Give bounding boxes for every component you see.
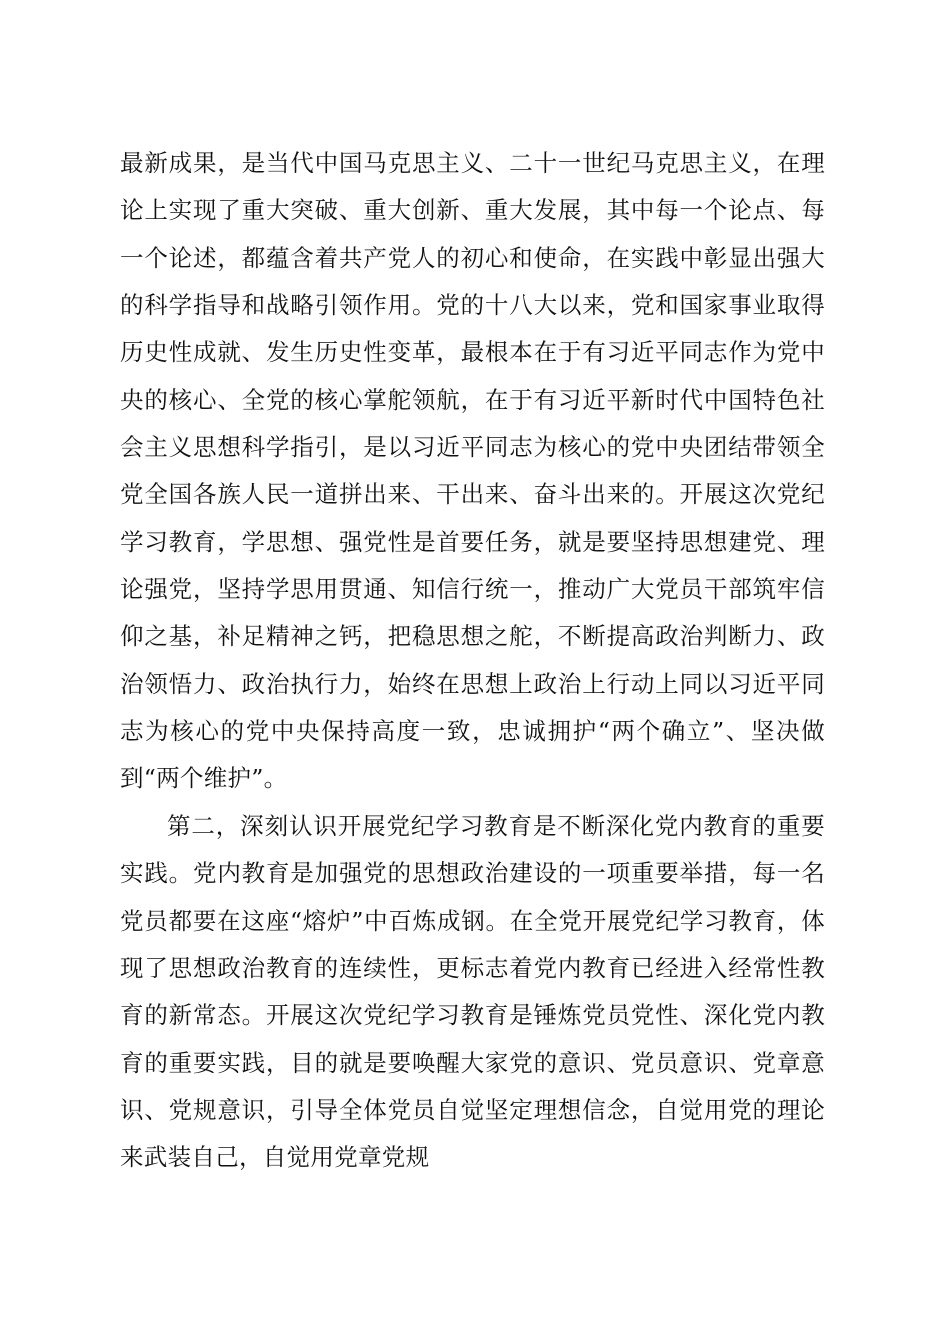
document-body: [120, 140, 825, 1182]
paragraph-continued: 最新成果，是当代中国马克思主义、二十一世纪马克思主义，在理论上实现了重大突破、重大创新、重大发展，其中每一个论点、每一个论述，都蕴含着共产党人的初心和使命，在实践中彰显出强大的科学指导和战略引领作用。党的十八大以来，党和国家事业取得历史性成就、发生历史性变革，最根本在于有习近平同志作为党中央的核心、全党的核心掌舵领航，在于有习近平新时代中国特色社会主义思想科学指引，是以习近平同志为核心的党中央团结带领全党全国各族人民一道拼出来、干出来、奋斗出来的。开展这次党纪学习教育，学思想、强党性是首要任务，就是要坚持思想建党、理论强党，坚持学思用贯通、知信行统一，推动广大党员干部筑牢信仰之基，补足精神之钙，把稳思想之舵，不断提高政治判断力、政治领悟力、政治执行力，始终在思想上政治上行动上同以习近平同志为核心的党中央保持高度一致，忠诚拥护“两个确立”、坚决做到“两个维护”。: [120, 149, 825, 793]
paragraph-second-point: 第二，深刻认识开展党纪学习教育是不断深化党内教育的重要实践。党内教育是加强党的思想政治建设的一项重要举措，每一名党员都要在这座“熔炉”中百炼成钢。在全党开展党纪学习教育，体现了思想政治教育的连续性，更标志着党内教育已经进入经常性教育的新常态。开展这次党纪学习教育是锤炼党员党性、深化党内教育的重要实践，目的就是要唤醒大家党的意识、党员意识、党章意识、党规意识，引导全体党员自觉坚定理想信念，自觉用党的理论来武装自己，自觉用党章党规: [120, 811, 825, 1172]
